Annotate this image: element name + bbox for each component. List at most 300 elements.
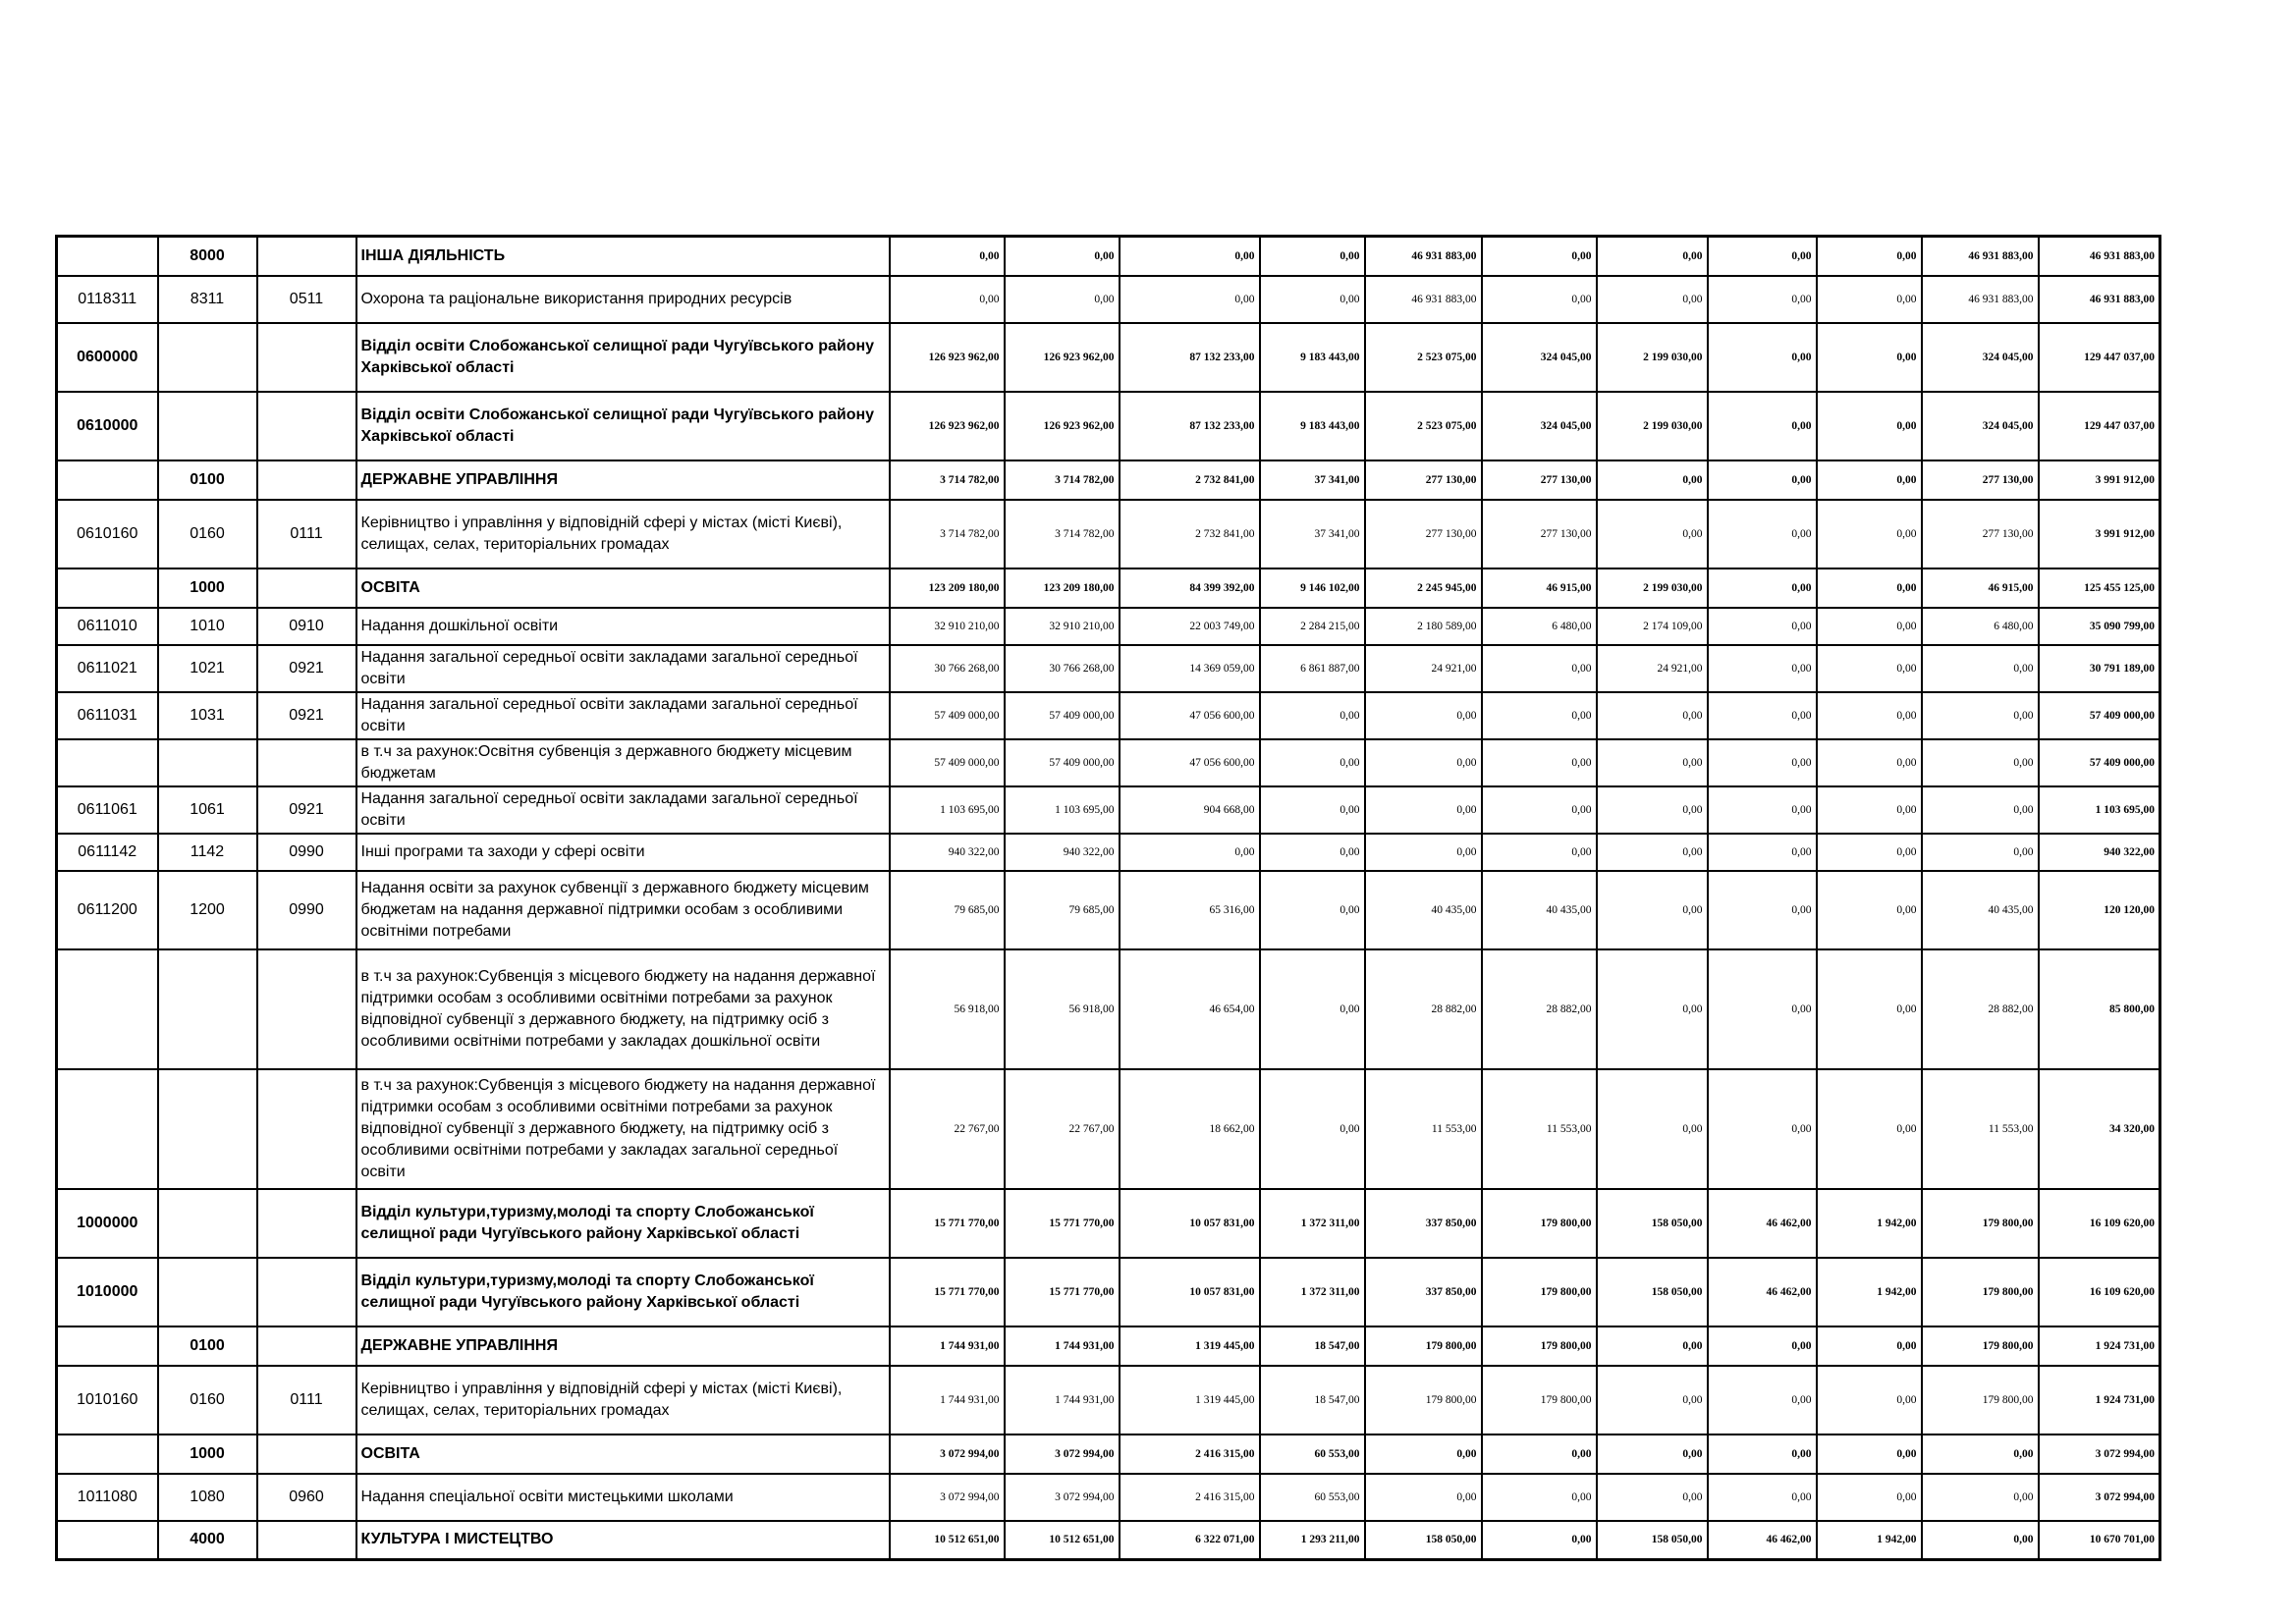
amount-cell: 0,00 [1597, 739, 1708, 786]
amount-cell: 0,00 [1708, 392, 1817, 460]
amount-cell: 0,00 [1708, 500, 1817, 568]
amount-cell: 2 284 215,00 [1260, 608, 1365, 645]
program-name-cell: Керівництво і управління у відповідній сфері у містах (місті Києві), селищах, селах, територіальних громадах [356, 1366, 890, 1435]
amount-cell: 57 409 000,00 [1005, 692, 1120, 739]
amount-cell: 158 050,00 [1365, 1521, 1482, 1560]
amount-cell: 277 130,00 [1922, 500, 2039, 568]
function-code-cell: 0921 [257, 786, 356, 834]
amount-cell: 3 072 994,00 [890, 1435, 1005, 1474]
function-code-cell: 0921 [257, 692, 356, 739]
amount-cell: 1 744 931,00 [890, 1366, 1005, 1435]
table-row [57, 692, 2160, 739]
amount-cell: 0,00 [1817, 739, 1922, 786]
amount-cell: 0,00 [1817, 692, 1922, 739]
amount-cell: 9 146 102,00 [1260, 568, 1365, 608]
amount-cell: 0,00 [1365, 692, 1482, 739]
amount-cell: 2 732 841,00 [1120, 500, 1260, 568]
amount-cell: 126 923 962,00 [890, 323, 1005, 392]
program-name-cell: Надання освіти за рахунок субвенції з державного бюджету місцевим бюджетам на надання державної підтримки особам з особливими освітніми потребами [356, 871, 890, 949]
table-row [57, 1189, 2160, 1258]
amount-cell: 0,00 [1260, 237, 1365, 276]
amount-cell: 126 923 962,00 [1005, 323, 1120, 392]
total-amount-cell: 85 800,00 [2039, 949, 2160, 1069]
kpkv-code-cell: 1010 [158, 608, 257, 645]
program-code-cell: 0611200 [57, 871, 158, 949]
table-row [57, 786, 2160, 834]
program-code-cell [57, 460, 158, 500]
amount-cell: 0,00 [1817, 786, 1922, 834]
amount-cell: 0,00 [1005, 237, 1120, 276]
amount-cell: 0,00 [1365, 786, 1482, 834]
amount-cell: 0,00 [1260, 692, 1365, 739]
amount-cell: 0,00 [1817, 949, 1922, 1069]
budget-table [55, 235, 2161, 1561]
amount-cell: 0,00 [1817, 392, 1922, 460]
program-name-cell: Керівництво і управління у відповідній сфері у містах (місті Києві), селищах, селах, територіальних громадах [356, 500, 890, 568]
kpkv-code-cell: 8000 [158, 237, 257, 276]
amount-cell: 0,00 [1482, 1435, 1597, 1474]
program-name-cell: Надання спеціальної освіти мистецькими школами [356, 1474, 890, 1521]
amount-cell: 11 553,00 [1922, 1069, 2039, 1189]
function-code-cell [257, 1521, 356, 1560]
amount-cell: 2 523 075,00 [1365, 323, 1482, 392]
amount-cell: 46 931 883,00 [1365, 276, 1482, 323]
amount-cell: 79 685,00 [890, 871, 1005, 949]
amount-cell: 6 480,00 [1922, 608, 2039, 645]
total-amount-cell: 129 447 037,00 [2039, 392, 2160, 460]
amount-cell: 324 045,00 [1922, 392, 2039, 460]
program-name-cell: ОСВІТА [356, 1435, 890, 1474]
amount-cell: 84 399 392,00 [1120, 568, 1260, 608]
amount-cell: 57 409 000,00 [890, 692, 1005, 739]
amount-cell: 940 322,00 [1005, 834, 1120, 871]
total-amount-cell: 3 991 912,00 [2039, 460, 2160, 500]
amount-cell: 0,00 [1597, 1366, 1708, 1435]
amount-cell: 0,00 [1260, 739, 1365, 786]
amount-cell: 87 132 233,00 [1120, 392, 1260, 460]
amount-cell: 46 915,00 [1922, 568, 2039, 608]
amount-cell: 46 931 883,00 [1922, 237, 2039, 276]
amount-cell: 0,00 [1817, 568, 1922, 608]
amount-cell: 0,00 [1708, 834, 1817, 871]
amount-cell: 0,00 [1708, 645, 1817, 692]
amount-cell: 179 800,00 [1922, 1326, 2039, 1366]
program-name-cell: Надання загальної середньої освіти закладами загальної середньої освіти [356, 786, 890, 834]
table-row [57, 460, 2160, 500]
total-amount-cell: 34 320,00 [2039, 1069, 2160, 1189]
amount-cell: 0,00 [1365, 739, 1482, 786]
function-code-cell: 0960 [257, 1474, 356, 1521]
table-row [57, 237, 2160, 276]
function-code-cell [257, 237, 356, 276]
amount-cell: 0,00 [1817, 276, 1922, 323]
function-code-cell: 0910 [257, 608, 356, 645]
amount-cell: 940 322,00 [890, 834, 1005, 871]
amount-cell: 126 923 962,00 [1005, 392, 1120, 460]
function-code-cell [257, 949, 356, 1069]
amount-cell: 0,00 [1817, 1474, 1922, 1521]
amount-cell: 0,00 [1597, 1474, 1708, 1521]
amount-cell: 1 293 211,00 [1260, 1521, 1365, 1560]
amount-cell: 15 771 770,00 [1005, 1189, 1120, 1258]
amount-cell: 1 103 695,00 [1005, 786, 1120, 834]
amount-cell: 0,00 [890, 276, 1005, 323]
amount-cell: 37 341,00 [1260, 500, 1365, 568]
amount-cell: 0,00 [1708, 786, 1817, 834]
kpkv-code-cell: 4000 [158, 1521, 257, 1560]
program-name-cell: Відділ культури,туризму,молоді та спорту Слобожанської селищної ради Чугуївського району Харківської області [356, 1258, 890, 1326]
amount-cell: 0,00 [1708, 237, 1817, 276]
amount-cell: 46 654,00 [1120, 949, 1260, 1069]
amount-cell: 0,00 [1817, 323, 1922, 392]
function-code-cell: 0990 [257, 834, 356, 871]
amount-cell: 3 072 994,00 [1005, 1435, 1120, 1474]
amount-cell: 46 462,00 [1708, 1521, 1817, 1560]
amount-cell: 79 685,00 [1005, 871, 1120, 949]
amount-cell: 2 416 315,00 [1120, 1435, 1260, 1474]
amount-cell: 40 435,00 [1922, 871, 2039, 949]
amount-cell: 1 319 445,00 [1120, 1366, 1260, 1435]
amount-cell: 179 800,00 [1922, 1258, 2039, 1326]
amount-cell: 179 800,00 [1482, 1189, 1597, 1258]
amount-cell: 1 744 931,00 [1005, 1366, 1120, 1435]
amount-cell: 277 130,00 [1482, 500, 1597, 568]
kpkv-code-cell: 0100 [158, 1326, 257, 1366]
amount-cell: 179 800,00 [1365, 1366, 1482, 1435]
kpkv-code-cell: 1200 [158, 871, 257, 949]
function-code-cell [257, 1069, 356, 1189]
table-body [57, 237, 2160, 1560]
amount-cell: 0,00 [1597, 1435, 1708, 1474]
amount-cell: 22 767,00 [1005, 1069, 1120, 1189]
amount-cell: 2 199 030,00 [1597, 392, 1708, 460]
program-name-cell: ОСВІТА [356, 568, 890, 608]
kpkv-code-cell [158, 949, 257, 1069]
program-name-cell: ІНША ДІЯЛЬНІСТЬ [356, 237, 890, 276]
total-amount-cell: 1 924 731,00 [2039, 1366, 2160, 1435]
amount-cell: 0,00 [1708, 949, 1817, 1069]
total-amount-cell: 1 103 695,00 [2039, 786, 2160, 834]
amount-cell: 324 045,00 [1482, 323, 1597, 392]
total-amount-cell: 3 072 994,00 [2039, 1474, 2160, 1521]
function-code-cell: 0990 [257, 871, 356, 949]
amount-cell: 0,00 [1708, 568, 1817, 608]
total-amount-cell: 129 447 037,00 [2039, 323, 2160, 392]
amount-cell: 65 316,00 [1120, 871, 1260, 949]
function-code-cell [257, 1435, 356, 1474]
amount-cell: 0,00 [1482, 276, 1597, 323]
kpkv-code-cell: 1142 [158, 834, 257, 871]
amount-cell: 0,00 [1597, 276, 1708, 323]
kpkv-code-cell [158, 323, 257, 392]
amount-cell: 6 861 887,00 [1260, 645, 1365, 692]
function-code-cell: 0111 [257, 500, 356, 568]
amount-cell: 179 800,00 [1482, 1326, 1597, 1366]
amount-cell: 0,00 [1708, 460, 1817, 500]
amount-cell: 0,00 [1817, 608, 1922, 645]
amount-cell: 0,00 [1482, 739, 1597, 786]
table-row [57, 500, 2160, 568]
amount-cell: 10 512 651,00 [1005, 1521, 1120, 1560]
amount-cell: 0,00 [1708, 1069, 1817, 1189]
program-code-cell [57, 739, 158, 786]
amount-cell: 0,00 [1597, 834, 1708, 871]
table-row [57, 276, 2160, 323]
total-amount-cell: 46 931 883,00 [2039, 276, 2160, 323]
amount-cell: 123 209 180,00 [1005, 568, 1120, 608]
amount-cell: 158 050,00 [1597, 1258, 1708, 1326]
kpkv-code-cell: 0100 [158, 460, 257, 500]
amount-cell: 2 199 030,00 [1597, 568, 1708, 608]
function-code-cell [257, 392, 356, 460]
amount-cell: 0,00 [1482, 786, 1597, 834]
amount-cell: 0,00 [1260, 786, 1365, 834]
program-code-cell: 0610160 [57, 500, 158, 568]
table-row [57, 1366, 2160, 1435]
amount-cell: 0,00 [1922, 645, 2039, 692]
amount-cell: 0,00 [1482, 237, 1597, 276]
table-row [57, 392, 2160, 460]
amount-cell: 0,00 [1817, 1069, 1922, 1189]
kpkv-code-cell [158, 1258, 257, 1326]
program-code-cell: 0611061 [57, 786, 158, 834]
amount-cell: 277 130,00 [1922, 460, 2039, 500]
amount-cell: 0,00 [1708, 1366, 1817, 1435]
kpkv-code-cell: 1000 [158, 568, 257, 608]
amount-cell: 24 921,00 [1597, 645, 1708, 692]
program-name-cell: в т.ч за рахунок:Субвенція з місцевого бюджету на надання державної підтримки особам з особливими освітніми потребами за рахунок відповідної субвенції з державного бюджету, на підтримку осіб з особливими освітніми потребами у закладах загальної середньої освіти [356, 1069, 890, 1189]
amount-cell: 2 180 589,00 [1365, 608, 1482, 645]
amount-cell: 0,00 [1817, 645, 1922, 692]
amount-cell: 40 435,00 [1365, 871, 1482, 949]
program-code-cell: 1011080 [57, 1474, 158, 1521]
amount-cell: 18 547,00 [1260, 1366, 1365, 1435]
amount-cell: 0,00 [1365, 1435, 1482, 1474]
amount-cell: 2 732 841,00 [1120, 460, 1260, 500]
amount-cell: 0,00 [1260, 276, 1365, 323]
amount-cell: 22 767,00 [890, 1069, 1005, 1189]
amount-cell: 0,00 [1120, 276, 1260, 323]
amount-cell: 126 923 962,00 [890, 392, 1005, 460]
amount-cell: 10 057 831,00 [1120, 1189, 1260, 1258]
amount-cell: 277 130,00 [1365, 500, 1482, 568]
amount-cell: 1 103 695,00 [890, 786, 1005, 834]
amount-cell: 904 668,00 [1120, 786, 1260, 834]
kpkv-code-cell [158, 739, 257, 786]
program-code-cell [57, 1521, 158, 1560]
program-name-cell: Надання дошкільної освіти [356, 608, 890, 645]
program-code-cell: 0611031 [57, 692, 158, 739]
amount-cell: 22 003 749,00 [1120, 608, 1260, 645]
amount-cell: 1 942,00 [1817, 1189, 1922, 1258]
amount-cell: 46 462,00 [1708, 1189, 1817, 1258]
kpkv-code-cell: 0160 [158, 1366, 257, 1435]
amount-cell: 15 771 770,00 [890, 1258, 1005, 1326]
amount-cell: 11 553,00 [1482, 1069, 1597, 1189]
amount-cell: 37 341,00 [1260, 460, 1365, 500]
table-row [57, 949, 2160, 1069]
total-amount-cell: 120 120,00 [2039, 871, 2160, 949]
amount-cell: 0,00 [1817, 871, 1922, 949]
amount-cell: 0,00 [1922, 1474, 2039, 1521]
amount-cell: 277 130,00 [1482, 460, 1597, 500]
program-code-cell: 0611021 [57, 645, 158, 692]
amount-cell: 0,00 [1708, 276, 1817, 323]
table-row [57, 1474, 2160, 1521]
program-code-cell: 0611010 [57, 608, 158, 645]
amount-cell: 28 882,00 [1922, 949, 2039, 1069]
total-amount-cell: 30 791 189,00 [2039, 645, 2160, 692]
amount-cell: 0,00 [1597, 949, 1708, 1069]
amount-cell: 0,00 [1260, 871, 1365, 949]
amount-cell: 277 130,00 [1365, 460, 1482, 500]
total-amount-cell: 57 409 000,00 [2039, 692, 2160, 739]
program-code-cell [57, 568, 158, 608]
function-code-cell [257, 1258, 356, 1326]
amount-cell: 0,00 [1260, 949, 1365, 1069]
amount-cell: 0,00 [1817, 1366, 1922, 1435]
amount-cell: 337 850,00 [1365, 1189, 1482, 1258]
amount-cell: 1 942,00 [1817, 1258, 1922, 1326]
amount-cell: 15 771 770,00 [1005, 1258, 1120, 1326]
amount-cell: 2 245 945,00 [1365, 568, 1482, 608]
function-code-cell [257, 460, 356, 500]
amount-cell: 0,00 [1708, 871, 1817, 949]
table-row [57, 645, 2160, 692]
amount-cell: 0,00 [1922, 786, 2039, 834]
total-amount-cell: 940 322,00 [2039, 834, 2160, 871]
amount-cell: 57 409 000,00 [890, 739, 1005, 786]
total-amount-cell: 10 670 701,00 [2039, 1521, 2160, 1560]
program-name-cell: ДЕРЖАВНЕ УПРАВЛІННЯ [356, 460, 890, 500]
amount-cell: 0,00 [1817, 834, 1922, 871]
amount-cell: 3 714 782,00 [1005, 460, 1120, 500]
amount-cell: 0,00 [1482, 692, 1597, 739]
amount-cell: 18 662,00 [1120, 1069, 1260, 1189]
amount-cell: 1 942,00 [1817, 1521, 1922, 1560]
program-code-cell: 0118311 [57, 276, 158, 323]
table-row [57, 1326, 2160, 1366]
function-code-cell [257, 1326, 356, 1366]
amount-cell: 9 183 443,00 [1260, 392, 1365, 460]
amount-cell: 11 553,00 [1365, 1069, 1482, 1189]
amount-cell: 1 372 311,00 [1260, 1189, 1365, 1258]
amount-cell: 56 918,00 [1005, 949, 1120, 1069]
amount-cell: 0,00 [1708, 1474, 1817, 1521]
amount-cell: 32 910 210,00 [890, 608, 1005, 645]
amount-cell: 6 322 071,00 [1120, 1521, 1260, 1560]
table-row [57, 1069, 2160, 1189]
amount-cell: 123 209 180,00 [890, 568, 1005, 608]
amount-cell: 46 462,00 [1708, 1258, 1817, 1326]
table-row [57, 834, 2160, 871]
amount-cell: 40 435,00 [1482, 871, 1597, 949]
kpkv-code-cell: 1000 [158, 1435, 257, 1474]
amount-cell: 0,00 [1817, 500, 1922, 568]
program-code-cell: 1010160 [57, 1366, 158, 1435]
amount-cell: 158 050,00 [1597, 1521, 1708, 1560]
amount-cell: 324 045,00 [1482, 392, 1597, 460]
amount-cell: 47 056 600,00 [1120, 739, 1260, 786]
amount-cell: 18 547,00 [1260, 1326, 1365, 1366]
amount-cell: 2 523 075,00 [1365, 392, 1482, 460]
amount-cell: 179 800,00 [1922, 1366, 2039, 1435]
amount-cell: 0,00 [1482, 1521, 1597, 1560]
program-code-cell: 1010000 [57, 1258, 158, 1326]
amount-cell: 10 057 831,00 [1120, 1258, 1260, 1326]
amount-cell: 0,00 [1597, 500, 1708, 568]
program-name-cell: Відділ культури,туризму,молоді та спорту Слобожанської селищної ради Чугуївського району Харківської області [356, 1189, 890, 1258]
amount-cell: 337 850,00 [1365, 1258, 1482, 1326]
program-code-cell [57, 1326, 158, 1366]
amount-cell: 1 319 445,00 [1120, 1326, 1260, 1366]
amount-cell: 2 199 030,00 [1597, 323, 1708, 392]
amount-cell: 179 800,00 [1482, 1258, 1597, 1326]
program-name-cell: ДЕРЖАВНЕ УПРАВЛІННЯ [356, 1326, 890, 1366]
table-row [57, 1521, 2160, 1560]
total-amount-cell: 1 924 731,00 [2039, 1326, 2160, 1366]
function-code-cell: 0511 [257, 276, 356, 323]
amount-cell: 0,00 [1597, 692, 1708, 739]
amount-cell: 3 714 782,00 [890, 460, 1005, 500]
amount-cell: 30 766 268,00 [1005, 645, 1120, 692]
program-code-cell [57, 949, 158, 1069]
amount-cell: 28 882,00 [1482, 949, 1597, 1069]
amount-cell: 3 072 994,00 [1005, 1474, 1120, 1521]
amount-cell: 0,00 [1597, 460, 1708, 500]
program-name-cell: Інші програми та заходи у сфері освіти [356, 834, 890, 871]
amount-cell: 3 714 782,00 [1005, 500, 1120, 568]
amount-cell: 46 931 883,00 [1922, 276, 2039, 323]
amount-cell: 0,00 [1365, 834, 1482, 871]
function-code-cell [257, 323, 356, 392]
program-name-cell: КУЛЬТУРА І МИСТЕЦТВО [356, 1521, 890, 1560]
table-row [57, 871, 2160, 949]
amount-cell: 30 766 268,00 [890, 645, 1005, 692]
amount-cell: 0,00 [1922, 1435, 2039, 1474]
program-name-cell: Надання загальної середньої освіти закладами загальної середньої освіти [356, 645, 890, 692]
program-name-cell: Надання загальної середньої освіти закладами загальної середньої освіти [356, 692, 890, 739]
function-code-cell [257, 739, 356, 786]
amount-cell: 1 744 931,00 [1005, 1326, 1120, 1366]
amount-cell: 0,00 [1708, 1326, 1817, 1366]
amount-cell: 28 882,00 [1365, 949, 1482, 1069]
program-code-cell [57, 237, 158, 276]
program-code-cell: 0611142 [57, 834, 158, 871]
amount-cell: 158 050,00 [1597, 1189, 1708, 1258]
program-name-cell: в т.ч за рахунок:Субвенція з місцевого бюджету на надання державної підтримки особам з особливими освітніми потребами за рахунок відповідної субвенції з державного бюджету, на підтримку осіб з особливими освітніми потребами у закладах дошкільної освіти [356, 949, 890, 1069]
table-row [57, 608, 2160, 645]
amount-cell: 0,00 [1817, 1435, 1922, 1474]
program-name-cell: в т.ч за рахунок:Освітня субвенція з державного бюджету місцевим бюджетам [356, 739, 890, 786]
amount-cell: 0,00 [1260, 1069, 1365, 1189]
amount-cell: 179 800,00 [1482, 1366, 1597, 1435]
kpkv-code-cell [158, 392, 257, 460]
amount-cell: 0,00 [1120, 237, 1260, 276]
amount-cell: 0,00 [1597, 786, 1708, 834]
kpkv-code-cell: 1031 [158, 692, 257, 739]
amount-cell: 1 372 311,00 [1260, 1258, 1365, 1326]
total-amount-cell: 35 090 799,00 [2039, 608, 2160, 645]
amount-cell: 0,00 [1597, 1069, 1708, 1189]
amount-cell: 0,00 [1260, 834, 1365, 871]
amount-cell: 57 409 000,00 [1005, 739, 1120, 786]
amount-cell: 0,00 [1817, 1326, 1922, 1366]
amount-cell: 179 800,00 [1365, 1326, 1482, 1366]
amount-cell: 0,00 [1120, 834, 1260, 871]
amount-cell: 0,00 [1597, 237, 1708, 276]
kpkv-code-cell: 1021 [158, 645, 257, 692]
